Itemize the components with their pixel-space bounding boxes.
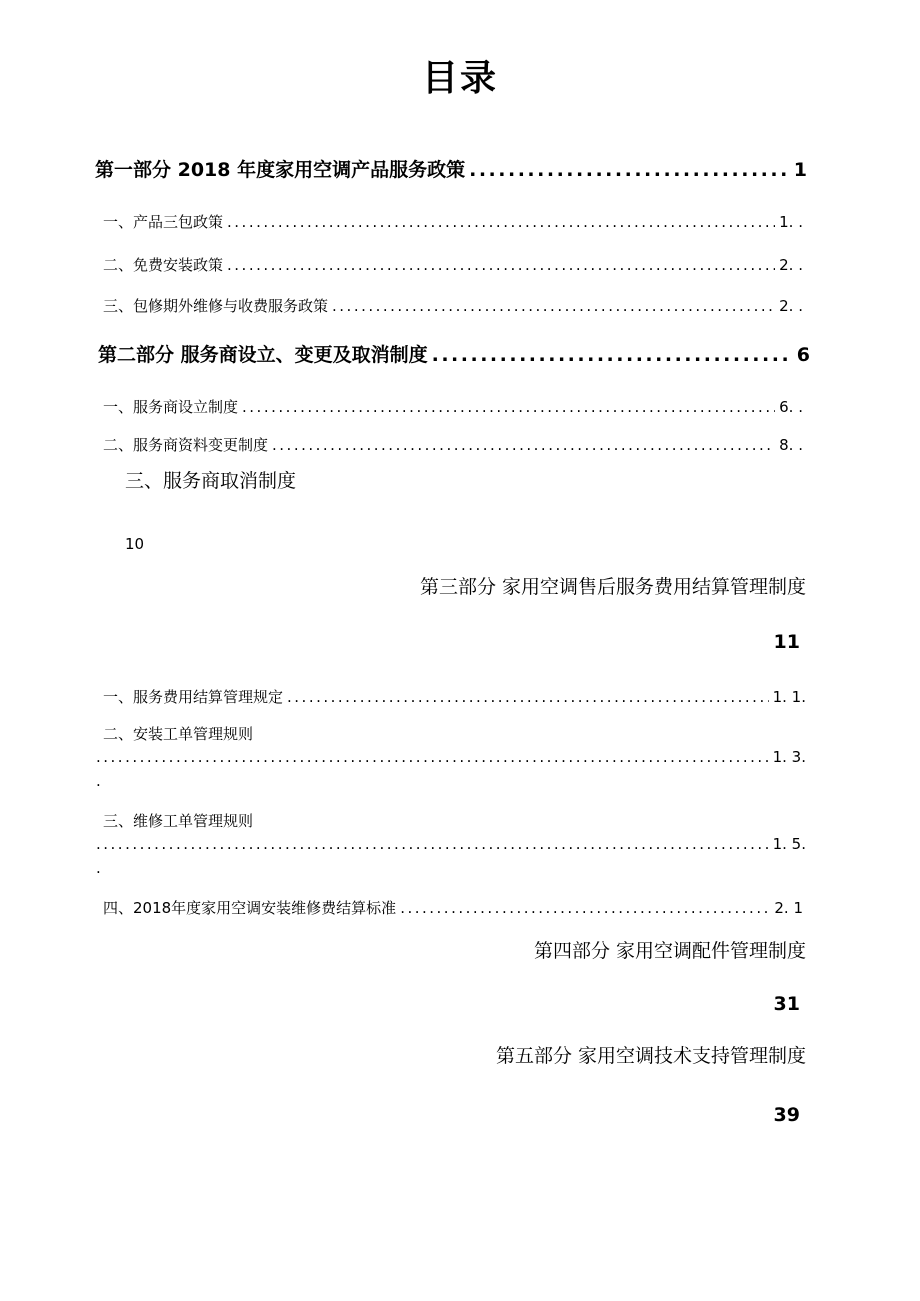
toc-leader (332, 297, 775, 315)
toc-item-page: 1. . (779, 213, 803, 231)
toc-part-4-label[interactable]: 第四部分 家用空调配件管理制度 (533, 940, 806, 962)
toc-item-label: 二、服务商资料变更制度 (103, 436, 269, 454)
toc-leader (96, 835, 769, 853)
toc-item-label: 一、服务费用结算管理规定 (103, 688, 284, 706)
toc-part-1[interactable] (95, 155, 807, 182)
toc-item-3-label[interactable]: 三、服务商取消制度 (125, 470, 297, 492)
toc-item-tail: . (96, 859, 101, 877)
toc-item-page: 2. . (779, 256, 803, 274)
toc-leader (469, 159, 790, 181)
toc-item-page: 2. . (779, 297, 803, 315)
toc-item-page: 2. 1 (774, 899, 803, 917)
toc-item-label[interactable]: 三、维修工单管理规则 (103, 812, 254, 830)
toc-leader (272, 436, 775, 454)
toc-item-page: 8. . (779, 436, 803, 454)
toc-item-3-page: 10 (125, 535, 145, 553)
toc-leader (287, 688, 769, 706)
toc-item-label[interactable]: 二、安装工单管理规则 (103, 725, 254, 743)
toc-part-2-label: 第二部分 服务商设立、变更及取消制度 (98, 344, 428, 366)
toc-item-label: 三、包修期外维修与收费服务政策 (103, 297, 329, 315)
toc-part-5-page: 39 (773, 1104, 800, 1126)
toc-item[interactable] (96, 835, 806, 853)
toc-item-label: 一、服务商设立制度 (103, 398, 239, 416)
toc-item[interactable] (103, 211, 803, 232)
toc-item-label: 四、2018年度家用空调安装维修费结算标准 (103, 899, 397, 917)
toc-item-page: 1. 5. (772, 835, 806, 853)
toc-item[interactable] (103, 254, 803, 275)
toc-item-page: 1. 1. (772, 688, 806, 706)
toc-part-5-label[interactable]: 第五部分 家用空调技术支持管理制度 (495, 1045, 806, 1067)
toc-part-1-label: 第一部分 2018 年度家用空调产品服务政策 (95, 159, 466, 181)
toc-item[interactable] (103, 396, 803, 417)
toc-part-2[interactable] (98, 340, 810, 367)
toc-leader (400, 899, 770, 917)
toc-item-page: 1. 3. (772, 748, 806, 766)
toc-item[interactable] (96, 748, 806, 766)
toc-item[interactable] (103, 434, 803, 455)
toc-part-3-label[interactable]: 第三部分 家用空调售后服务费用结算管理制度 (419, 576, 806, 598)
toc-part-4-page: 31 (773, 993, 800, 1015)
toc-item[interactable] (103, 686, 806, 707)
toc-item-label: 二、免费安装政策 (103, 256, 224, 274)
toc-item-page: 6. . (779, 398, 803, 416)
toc-leader (96, 748, 769, 766)
page-title: 目录 (421, 58, 498, 99)
toc-item-tail: . (96, 772, 101, 790)
toc-leader (227, 256, 775, 274)
toc-item-label: 一、产品三包政策 (103, 213, 224, 231)
toc-item[interactable] (103, 295, 803, 316)
toc-part-1-page: 1 (793, 159, 807, 181)
toc-leader (242, 398, 775, 416)
toc-item[interactable] (103, 897, 803, 918)
toc-part-3-page: 11 (773, 631, 800, 653)
toc-leader (227, 213, 775, 231)
toc-part-2-page: 6 (796, 344, 810, 366)
toc-leader (432, 344, 793, 366)
